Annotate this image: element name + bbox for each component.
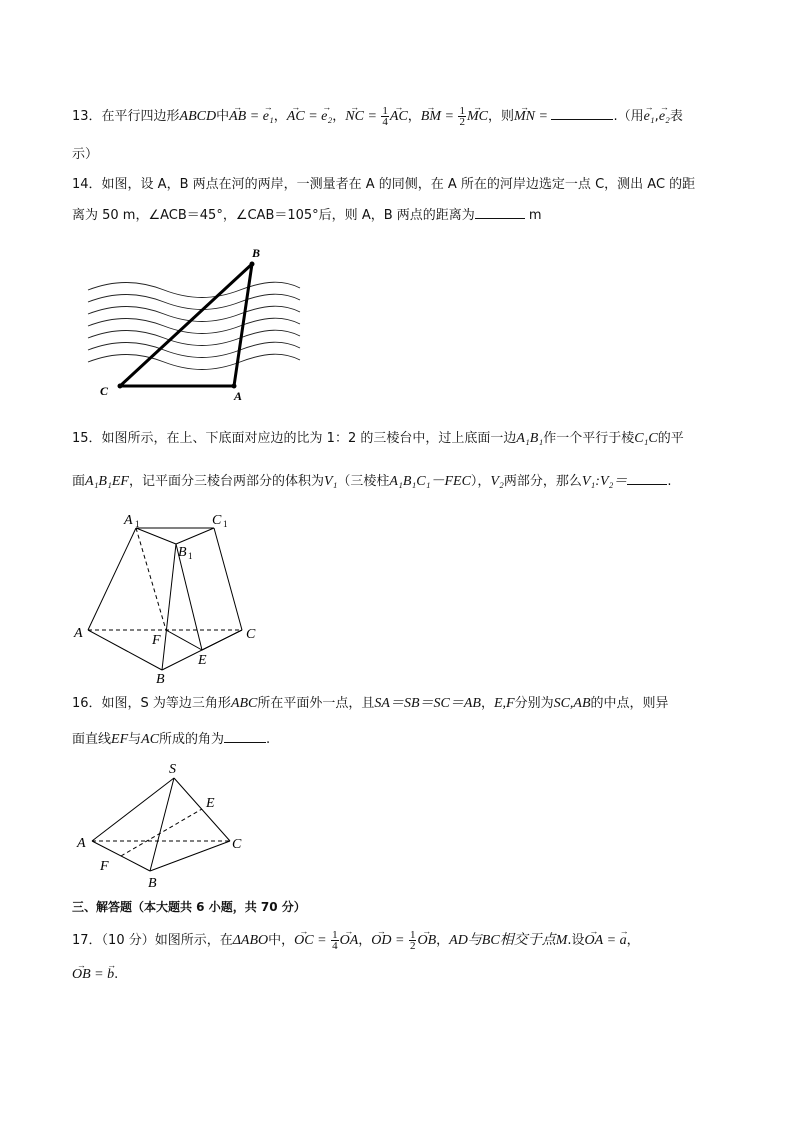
q16-text-2c: 所成的角为 [159,732,225,747]
q13-tail: .（用 [613,109,644,124]
frac-num: 1 [459,105,465,117]
vector-od: → OD [371,932,391,950]
q14-text: 14．如图，设 A，B 两点在河的两岸，一测量者在 A 的同侧，在 A 所在的河岸边选定一点 C，测出 AC 的距 [72,177,696,192]
fraction-1-2 [409,930,417,951]
point-a [232,384,237,389]
ratio-expression: V₁:V₂＝ [581,474,628,489]
answer-blank[interactable] [475,206,525,219]
vector-mn: → MN [514,108,535,126]
edge-b1b [162,544,176,670]
vector-mc: → MC [467,108,488,126]
label-b: B [156,672,165,686]
label-f: F [152,633,161,648]
q17-line2: → OB = → b. [72,966,118,984]
vector-oa: → OA [340,932,359,950]
point-b [250,262,255,267]
river-waves [88,282,300,369]
q16-text-tail: 的中点，则异 [590,696,669,711]
edge-sb [150,778,174,871]
vector-ac-2: → AC [390,108,408,126]
triangle-abc-label: ABC [230,696,258,711]
triangle-abo: ΔABO [232,933,269,948]
equal-edges: SA＝SB＝SC＝AB [374,696,481,711]
label-c: C [246,627,256,642]
edge-a1f-hidden [136,528,166,630]
label-b: B [148,876,157,891]
q17-text-mid: 中， [268,933,295,948]
edges-sc-ab: SC,AB [553,696,591,711]
q17-text: 17．（10 分）如图所示，在 [72,933,233,948]
label-b1: B [178,545,187,560]
edge-a1b1 [136,528,176,544]
edge-fe [166,630,202,650]
vector-b: → b [107,966,114,984]
edge-c1c: C₁C [634,431,658,446]
edge-c1c [214,528,242,630]
q15-text-tail: 的平 [657,431,684,446]
label-f: F [100,859,109,874]
edge-a1a [88,528,136,630]
vector-oc: → OC [294,932,313,950]
vector-e1-2: → e₁ [644,108,655,126]
answer-blank[interactable] [224,730,266,743]
vector-e2-2: → e₂ [659,108,670,126]
edge-sa [92,778,174,841]
q15-text-2c: （三棱柱 [337,474,390,489]
river-figure [84,244,304,404]
frustum-figure [70,508,270,686]
q17-comma: ， [436,933,450,948]
fraction-1-4 [331,930,339,951]
vector-nc: → NC [345,108,364,126]
vector-a: → a [620,932,627,950]
q15-line1 [72,430,684,448]
volume-v2: V₂ [490,474,504,489]
vector-ac: → AC [287,108,305,126]
q13-text: 13．在平行四边形 [72,109,180,124]
vector-ob: → OB [417,932,436,950]
line-ef: EF [111,732,129,747]
q17-line1: 17．（10 分）如图所示，在ΔABO中，→ OC = $\frac{1}{4}$ → OA，→ OD = $\frac{1}{2}$ → OB，AD与BC相交于点M.设→ OA = → a， [72,930,640,951]
q17-intersection: AD与BC相交于点M [449,933,568,948]
point-c [118,384,123,389]
edge-ab [88,630,162,670]
section-title: 三、解答题（本大题共 6 小题，共 70 分） [72,900,306,914]
points-ef: E,F [493,696,515,711]
vector-ob-2: → OB [72,966,91,984]
vector-e1: → e₁ [263,108,274,126]
label-e: E [206,796,215,811]
vector-oa-2: → OA [585,932,604,950]
q15-text: 15．如图所示，在上、下底面对应边的比为 1：2 的三棱台中，过上底面一边 [72,431,517,446]
q15-text-2e: 两部分，那么 [503,474,582,489]
q15-text-2b: ，记平面分三棱台两部分的体积为 [128,474,324,489]
q14-unit: m [528,208,542,223]
prism-label: A₁B₁C₁－FEC [389,474,471,489]
label-e: E [198,653,207,668]
q13-shape: ABCD [179,109,217,124]
q14-line2 [72,206,542,225]
edge-b1c1 [176,528,214,544]
q13-then: ，则 [487,109,514,124]
label-a1-sub: 1 [135,519,140,529]
label-a: A [74,626,83,641]
q16-line2: 面直线EF与AC所成的角为 . [72,732,271,747]
frac-num: 1 [409,929,416,941]
q16-text-mid: 所在平面外一点，且 [257,696,375,711]
volume-v1: V₁ [323,474,338,489]
plane-a1b1ef: A₁B₁EF [85,474,129,489]
q15-line2: 面A₁B₁EF，记平面分三棱台两部分的体积为V₁（三棱柱A₁B₁C₁－FEC），V₂两部分，那么V₁:V₂＝ . [72,474,672,489]
q14-line1 [72,176,695,194]
q16-text: 16．如图，S 为等边三角形 [72,696,231,711]
label-c1: C [212,513,222,528]
q15-text-2d: ）， [470,474,491,489]
vector-e2: → e₂ [321,108,332,126]
q16-text-mid2: 分别为 [514,696,554,711]
q16-comma: ， [480,696,494,711]
label-c1-sub: 1 [223,519,228,529]
q16-text-2: 面直线 [72,732,112,747]
q16-line1 [72,695,669,713]
segment-ef-hidden [121,809,202,856]
label-b1-sub: 1 [188,551,193,561]
vector-ab: → AB [229,108,246,126]
q17-set: .设 [567,933,585,948]
edge-bc [150,841,230,871]
edge-a1b1: A₁B₁ [516,431,544,446]
label-a1: A [124,513,133,528]
label-c: C [232,837,242,852]
q15-text-mid: 作一个平行于棱 [543,431,635,446]
frac-num: 1 [382,105,388,117]
label-a: A [234,389,243,403]
q13-tail2: 表 [669,109,683,124]
frac-den: 2 [459,116,465,128]
label-b: B [252,246,261,260]
tetrahedron-figure [72,756,252,891]
q16-text-2b: 与 [128,732,142,747]
q13-line1: 13．在平行四边形ABCD中→ AB = → e₁，→ AC = → e₂，→ NC = $\frac{1}{4}$ → AC，→ BM = $\frac{1}{2}$ → MC，则→ MN = .（用→ e₁,→ e₂表 [72,106,683,127]
q13-line2 [72,146,98,164]
label-s: S [169,762,176,777]
line-ac: AC [141,732,160,747]
label-a: A [77,836,86,851]
answer-blank[interactable] [551,107,613,120]
q14-text-2: 离为 50 m，∠ACB＝45°，∠CAB＝105°后，则 A，B 两点的距离为 [72,208,475,223]
fraction-1-2 [458,106,466,127]
frac-den: 4 [382,116,388,128]
answer-blank[interactable] [627,472,667,485]
fraction-1-4 [381,106,389,127]
frac-den: 2 [409,940,416,952]
q13-text-mid: 中 [216,109,230,124]
frac-num: 1 [332,929,338,941]
q13-text-2: 示） [72,147,99,162]
frac-den: 4 [332,940,338,952]
edge-ec [202,630,242,650]
vector-bm: → BM [421,108,441,126]
label-c: C [100,384,109,398]
section-heading [72,898,306,916]
q15-text-2: 面 [72,474,86,489]
